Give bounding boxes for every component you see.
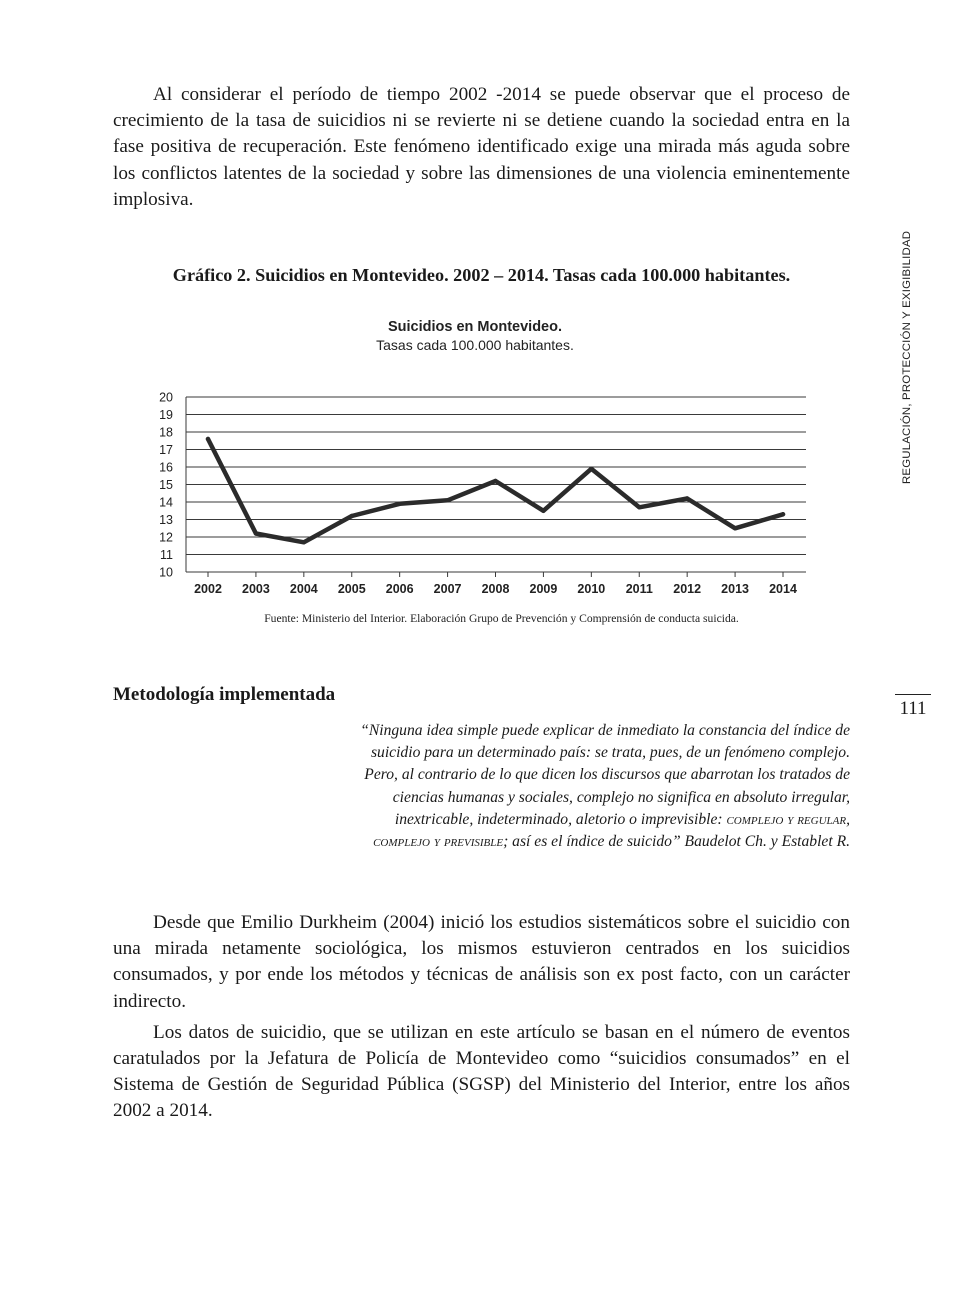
series-line (208, 439, 783, 542)
chart-gridlines (186, 397, 806, 572)
data-point-2007 (445, 498, 449, 502)
epigraph-quote (345, 720, 850, 853)
data-point-2002 (206, 437, 210, 441)
running-header-vertical: REGULACIÓN, PROTECCIÓN Y EXIGIBILIDAD (901, 230, 913, 484)
data-point-2011 (637, 505, 641, 509)
x-tick-label: 2013 (721, 582, 749, 596)
data-point-2010 (589, 467, 593, 471)
y-tick-label: 19 (159, 408, 173, 422)
y-tick-label: 13 (159, 513, 173, 527)
epigraph-smallcaps: complejo y regular, complejo y previsible (373, 810, 850, 851)
chart-source-note: Fuente: Ministerio del Interior. Elaboración Grupo de Prevención y Comprensión de conducta suicida. (264, 612, 739, 625)
epigraph-text-1: “Ninguna idea simple puede explicar de inmediato la constancia del índice de suicidio para un determinado país: se trata, pues, de un fenómeno complejo. Pero, al contrario de lo que dicen los discursos que abarrotan los tratados de ciencias humanas y sociales, complejo no significa en absoluto irregular, inextricable, indeterminado, aletorio o imprevisible: (360, 722, 850, 828)
chart-title: Suicidios en Montevideo. (387, 319, 563, 335)
y-tick-label: 16 (159, 460, 173, 475)
intro-paragraph-block (113, 82, 850, 213)
chart-caption: Gráfico 2. Suicidios en Montevideo. 2002 – 2014. Tasas cada 100.000 habitantes. (172, 265, 791, 285)
x-tick-label: 2007 (433, 582, 462, 596)
data-point-2006 (397, 502, 401, 506)
x-tick-label: 2003 (242, 582, 270, 596)
x-tick-label: 2012 (673, 582, 702, 596)
data-point-2009 (541, 509, 545, 513)
epigraph-text-2: ; así es el índice de suicido” Baudelot Ch. y Establet R. (503, 833, 850, 851)
y-tick-label: 15 (159, 478, 173, 492)
x-tick-label: 2004 (289, 582, 318, 596)
y-tick-label: 12 (159, 530, 173, 545)
x-tick-label: 2008 (481, 582, 510, 596)
series-points (206, 437, 785, 545)
x-tick-label: 2005 (337, 582, 366, 596)
y-tick-label: 20 (159, 390, 173, 405)
data-point-2008 (493, 479, 497, 483)
x-tick-label: 2009 (529, 582, 558, 596)
y-tick-label: 17 (159, 443, 173, 457)
page-number-rule (895, 694, 931, 695)
data-point-2014 (781, 512, 785, 516)
y-tick-label: 18 (159, 425, 173, 440)
data-point-2003 (254, 531, 258, 535)
data-point-2013 (733, 526, 737, 530)
data-point-2004 (302, 540, 306, 544)
x-tick-label: 2002 (194, 582, 222, 596)
suicide-rate-line-chart (140, 308, 820, 604)
section-heading: Metodología implementada (113, 684, 336, 705)
data-source-paragraph: Los datos de suicidio, que se utilizan en este artículo se basan en el número de eventos caratulados por la Jefatura de Policía de Montevideo como “suicidios consumados” en el Sistema de Gestión de Seguridad Pública (SGSP) del Ministerio del Interior, entre los años 2002 a 2014. (113, 1021, 850, 1122)
x-tick-label: 2010 (577, 582, 606, 596)
y-tick-label: 11 (160, 548, 173, 562)
durkheim-paragraph: Desde que Emilio Durkheim (2004) inició los estudios sistemáticos sobre el suicidio con una mirada netamente sociológica, los mismos estuvieron centrados en los suicidios consumados, y por ende los métodos y técnicas de análisis son ex post facto, con un carácter indirecto. (113, 912, 850, 1012)
intro-paragraph: Al considerar el período de tiempo 2002 -2014 se puede observar que el proceso de crecimiento de la tasa de suicidios ni se revierte ni se detiene cuando la sociedad entra en la fase positiva de recuperación. Este fenómeno identificado exige una mirada más aguda sobre los conflictos latentes de la sociedad y sobre las dimensiones de una violencia eminentemente implosiva. (113, 84, 850, 210)
methodology-paragraphs (113, 910, 850, 1125)
page-number: 111 (899, 698, 927, 719)
x-tick-label: 2011 (625, 582, 653, 596)
data-point-2005 (350, 514, 354, 518)
y-axis-ticks (159, 391, 173, 580)
y-tick-label: 14 (159, 495, 173, 510)
x-tick-label: 2014 (769, 582, 797, 596)
chart-subtitle: Tasas cada 100.000 habitantes. (376, 337, 574, 353)
x-tick-label: 2006 (385, 582, 414, 596)
data-point-2012 (685, 496, 689, 500)
x-axis-ticks (194, 572, 797, 596)
y-tick-label: 10 (159, 565, 173, 580)
